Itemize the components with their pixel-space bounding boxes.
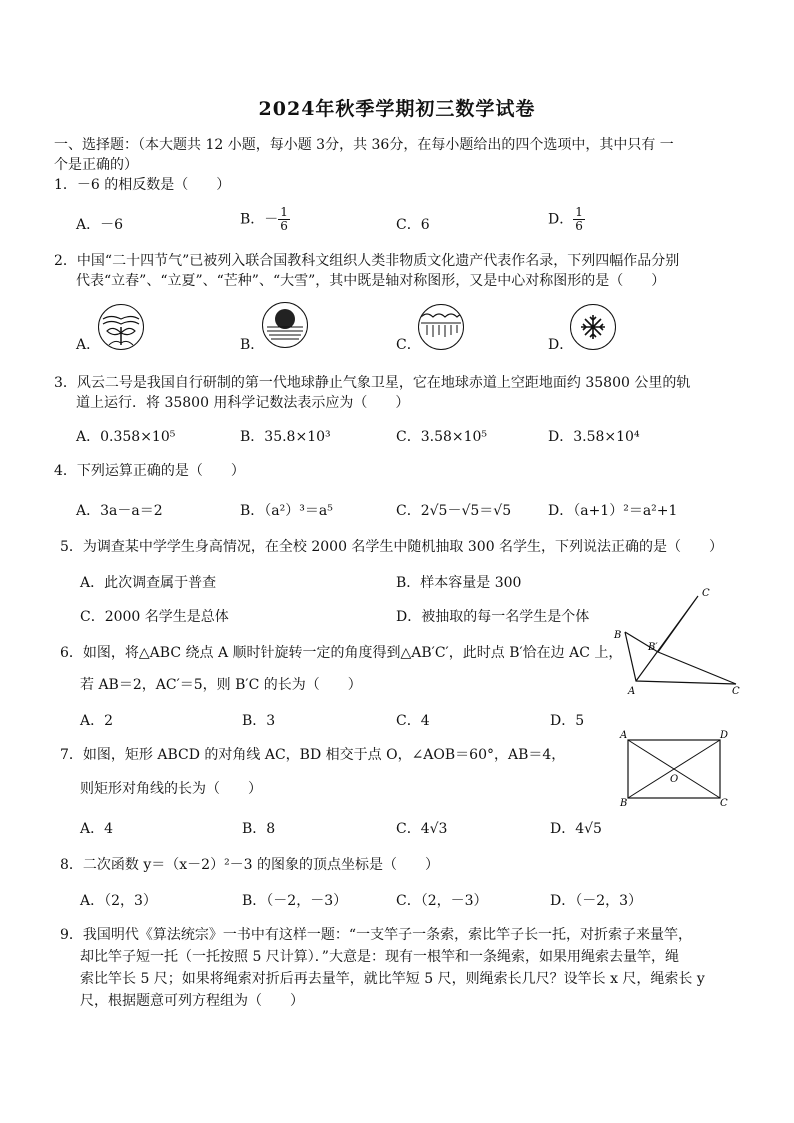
q5-option-b: B．样本容量是 300 (396, 575, 522, 591)
mangzhong-icon (418, 304, 464, 350)
q5-option-c: C．2000 名学生是总体 (80, 609, 229, 625)
q2-option-b: B． (240, 337, 265, 353)
q7-option-d: D．4√5 (550, 821, 602, 837)
daxue-icon (570, 304, 616, 350)
q5-option-d: D．被抽取的每一名学生是个体 (396, 609, 590, 625)
page-title: 2024年秋季学期初三数学试卷 (258, 98, 536, 120)
q3-line2: 道上运行．将 35800 用科学记数法表示应为（ ） (76, 395, 410, 411)
q8-option-b: B．（－2，－3） (242, 893, 348, 909)
label-o: O (670, 774, 679, 785)
q5-stem: 5．为调查某中学学生身高情况，在全校 2000 名学生中随机抽取 300 名学生，下列说法正确的是（ ） (60, 539, 724, 555)
q1-option-b-sign: － (264, 211, 279, 228)
triangle-abc (625, 632, 736, 684)
label-c: C (720, 798, 728, 808)
q7-option-a: A．4 (80, 821, 114, 837)
q5-option-a: A．此次调查属于普查 (80, 575, 217, 591)
label-d: D (720, 730, 729, 741)
label-cp: C (702, 588, 710, 599)
q8-stem: 8．二次函数 y＝（x－2）²－3 的图象的顶点坐标是（ ） (60, 857, 440, 873)
section-header-line2: 个是正确的） (54, 157, 138, 173)
label-a: A (620, 730, 628, 741)
q1-option-a: A．－6 (76, 217, 124, 233)
q4-option-a: A．3a－a＝2 (76, 503, 163, 519)
q3-option-c: C．3.58×10⁵ (396, 429, 488, 445)
q6-option-b: B．3 (242, 713, 276, 729)
label-c: C (732, 686, 740, 697)
q1-b-denominator: 6 (280, 219, 288, 233)
label-bp: B′ (648, 642, 658, 653)
q1-d-numerator: 1 (575, 205, 583, 219)
label-b: B (614, 630, 622, 641)
q3-option-d: D．3.58×10⁴ (548, 429, 640, 445)
q6-line1: 6．如图，将△ABC 绕点 A 顺时针旋转一定的角度得到△AB′C′，此时点 B′恰在边 AC 上， (60, 645, 623, 661)
q8-option-c: C．（2，－3） (396, 893, 488, 909)
q2-line2: 代表“立春”、“立夏”、“芒种”、“大雪”，其中既是轴对称图形，又是中心对称图形的是（ ） (76, 273, 666, 289)
q2-option-a: A． (76, 337, 101, 353)
label-a: A (628, 686, 636, 697)
q8-option-a: A．（2，3） (80, 893, 157, 909)
q6-option-c: C．4 (396, 713, 430, 729)
q3-line1: 3．风云二号是我国自行研制的第一代地球静止气象卫星，它在地球赤道上空距地面约 35800 公里的轨 (54, 375, 691, 391)
q2-option-d: D． (548, 337, 574, 353)
q1-option-d-label: D． (548, 211, 574, 228)
q1-b-numerator: 1 (280, 205, 288, 219)
q7-line2: 则矩形对角线的长为（ ） (80, 781, 262, 797)
q3-option-b: B．35.8×10³ (240, 429, 331, 445)
q2-option-c: C． (396, 337, 421, 353)
q4-option-d: D．（a+1）²＝a²+1 (548, 503, 678, 519)
q1-option-d (548, 206, 585, 233)
q1-option-b-fraction (278, 206, 290, 233)
q6-triangle-figure (610, 586, 750, 698)
triangle-abpcp (636, 596, 698, 681)
label-b: B (620, 798, 628, 808)
q1-d-denominator: 6 (575, 219, 583, 233)
q6-line2: 若 AB＝2，AC′＝5，则 B′C 的长为（ ） (80, 677, 362, 693)
q7-rectangle-figure (616, 728, 732, 808)
q9-line1: 9．我国明代《算法统宗》一书中有这样一题：“一支竿子一条索，索比竿子长一托，对折索子来量竿， (60, 927, 693, 943)
q9-line2: 却比竿子短一托（一托按照 5 尺计算）．”大意是：现有一根竿和一条绳索，如果用绳索去量竿，绳 (80, 949, 679, 965)
q4-option-c: C．2√5－√5＝√5 (396, 503, 512, 519)
q1-option-b-label: B． (240, 211, 265, 228)
q7-option-b: B．8 (242, 821, 276, 837)
q1-option-b (240, 206, 290, 233)
q1-stem: 1．－6 的相反数是（ ） (54, 177, 231, 193)
lixia-icon (262, 302, 308, 348)
lichun-icon (98, 304, 144, 350)
q9-line4: 尺，根据题意可列方程组为（ ） (80, 993, 304, 1009)
q6-option-a: A．2 (80, 713, 114, 729)
q4-stem: 4．下列运算正确的是（ ） (54, 463, 245, 479)
q8-option-d: D．（－2，3） (550, 893, 643, 909)
q6-option-d: D．5 (550, 713, 585, 729)
q1-option-c: C．6 (396, 217, 430, 233)
q1-option-d-fraction (573, 206, 585, 233)
q3-option-a: A．0.358×10⁵ (76, 429, 176, 445)
q2-line1: 2．中国“二十四节气”已被列入联合国教科文组织人类非物质文化遗产代表作名录，下列四幅作品分别 (54, 253, 680, 269)
segment-bp-c (658, 652, 736, 684)
q9-line3: 索比竿长 5 尺；如果将绳索对折后再去量竿，就比竿短 5 尺，则绳索长几尺？设竿长 x 尺，绳索长 y (80, 971, 705, 987)
section-header-line1: 一、选择题：（本大题共 12 小题，每小题 3分，共 36分，在每小题给出的四个选项中，其中只有 一 (54, 137, 674, 153)
q7-option-c: C．4√3 (396, 821, 448, 837)
q4-option-b: B．（a²）³＝a⁵ (240, 503, 333, 519)
q7-line1: 7．如图，矩形 ABCD 的对角线 AC，BD 相交于点 O，∠AOB＝60°，AB＝4， (60, 747, 566, 763)
